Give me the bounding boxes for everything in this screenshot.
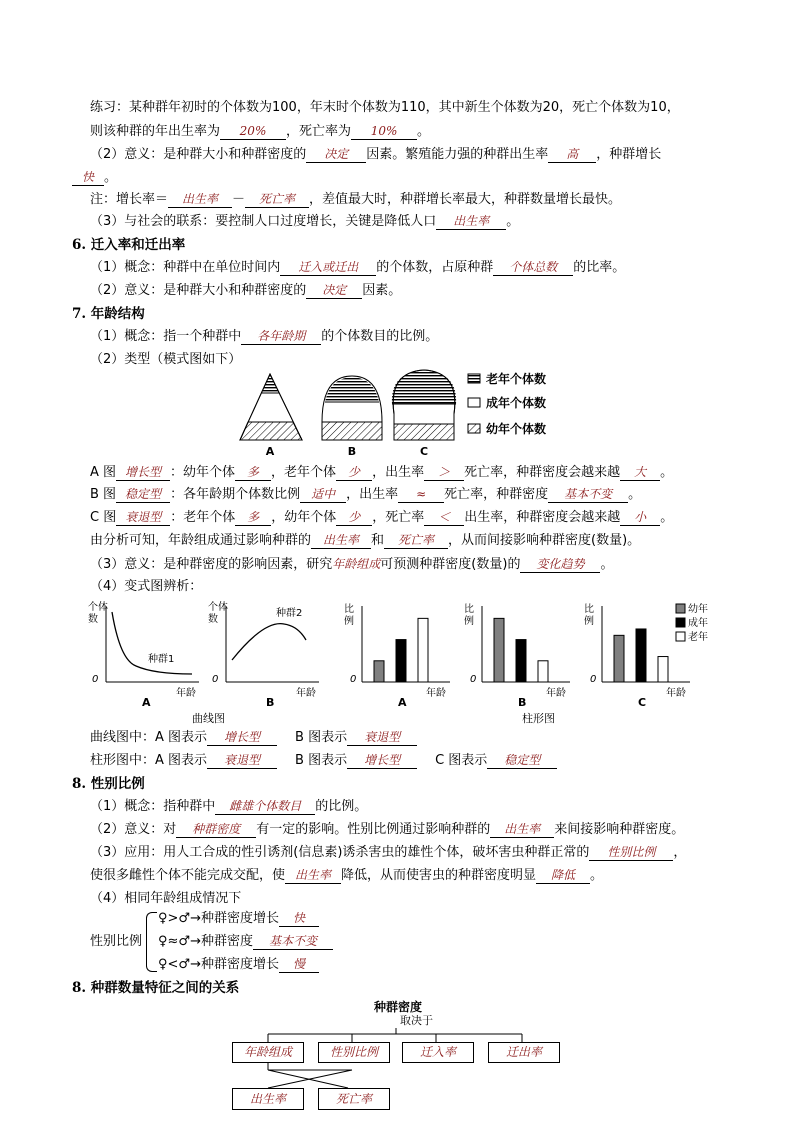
pyramid-a bbox=[240, 374, 302, 440]
meaning-line-2: 快 。 bbox=[72, 168, 117, 188]
bar-a-label: A bbox=[398, 696, 407, 709]
bar-c-old bbox=[658, 657, 668, 682]
box-sex-ratio: 性别比例 bbox=[318, 1042, 390, 1063]
bar-legend-adult-swatch bbox=[676, 618, 685, 627]
bar-a-adult bbox=[396, 640, 406, 682]
sec7-concept: （1）概念：指一个种群中 各年龄期 的个体数目的比例。 bbox=[90, 329, 439, 344]
bar-a-old bbox=[418, 618, 428, 682]
ratio-row-2: ♀≈♂→种群密度 基本不变 bbox=[158, 932, 333, 952]
answer-birth-rate: 20% bbox=[220, 123, 286, 140]
section-7-title: 7. 年龄结构 bbox=[72, 306, 145, 322]
bar-a-origin: 0 bbox=[350, 674, 357, 685]
bar-legend-young-swatch bbox=[676, 604, 685, 613]
sec8-concept: （1）概念：指种群中 雌雄个体数目 的比例。 bbox=[90, 799, 368, 814]
bar-caption: 柱形图 bbox=[522, 712, 555, 725]
curve-a-ylabel-1: 个体 bbox=[88, 602, 108, 613]
type-b-line: B 图 稳定型 ：各年龄期个体数比例 适中 ，出生率 ≈ 死亡率，种群密度 基本不变 。 bbox=[90, 487, 642, 502]
bar-a-young bbox=[374, 661, 384, 682]
pyramid-c bbox=[392, 370, 456, 440]
type-c-line: C 图 衰退型 ：老年个体 多 ，幼年个体 少 ，死亡率 ＜ 出生率，种群密度会越来越 小 。 bbox=[90, 510, 674, 525]
bar-c-xlabel: 年龄 bbox=[666, 688, 686, 699]
pyramid-label-a: A bbox=[265, 445, 275, 458]
curve-b-origin: 0 bbox=[212, 674, 219, 685]
sec6-concept: （1）概念：种群中在单位时间内 迁入或迁出 的个体数，占原种群 个体总数 的比率。 bbox=[90, 260, 626, 275]
curve-b-xlabel: 年龄 bbox=[296, 688, 316, 699]
sec8-application-2: 使很多雌性个体不能完成交配，使 出生率 降低，从而使害虫的种群密度明显 降低 。 bbox=[90, 868, 604, 883]
legend-adult-swatch bbox=[468, 398, 480, 407]
box-age-structure: 年龄组成 bbox=[232, 1042, 304, 1063]
bar-b-adult bbox=[516, 640, 526, 682]
bar-legend-old: 老年 bbox=[688, 632, 708, 643]
legend-adult: 成年个体数 bbox=[486, 396, 547, 410]
growth-rate-line: 注：增长率＝ 出生率 － 死亡率 ，差值最大时，种群增长率最大，种群数量增长最快。 bbox=[90, 192, 622, 207]
bar-a-ylabel-1: 比 bbox=[344, 604, 354, 615]
sec6-meaning: （2）意义：是种群大小和种群密度的 决定 因素。 bbox=[90, 283, 402, 298]
bar-answers: 柱形图中：A 图表示 衰退型 B 图表示 增长型 C 图表示 稳定型 bbox=[90, 751, 557, 771]
sec8-same-age: （4）相同年龄组成情况下 bbox=[90, 891, 242, 906]
legend-young: 幼年个体数 bbox=[486, 422, 547, 436]
bar-b-origin: 0 bbox=[470, 674, 477, 685]
curve-answers: 曲线图中：A 图表示 增长型 B 图表示 衰退型 bbox=[90, 728, 417, 748]
bar-b-ylabel-1: 比 bbox=[464, 604, 474, 615]
bar-c-ylabel-1: 比 bbox=[584, 604, 594, 615]
bar-b-old bbox=[538, 661, 548, 682]
section-6-title: 6. 迁入率和迁出率 bbox=[72, 237, 186, 253]
sec8-application: （3）应用：用人工合成的性引诱剂(信息素)诱杀害虫的雄性个体，破坏害虫种群正常的 性别比例 ， bbox=[90, 845, 687, 860]
legend-young-swatch bbox=[468, 424, 480, 433]
brace bbox=[146, 912, 157, 972]
sec7-meaning: （3）意义：是种群密度的影响因素，研究年龄组成可预测种群密度(数量)的 变化趋势 。 bbox=[90, 557, 614, 572]
bar-legend-old-swatch bbox=[676, 632, 685, 641]
curve-series-1-label: 种群1 bbox=[148, 654, 175, 665]
curve-b-ylabel-2: 数 bbox=[208, 614, 218, 625]
bar-c-ylabel-2: 例 bbox=[584, 616, 594, 627]
bar-b-xlabel: 年龄 bbox=[546, 688, 566, 699]
box-immigration: 迁入率 bbox=[402, 1042, 474, 1063]
meaning-line: （2）意义：是种群大小和种群密度的 决定 因素。繁殖能力强的种群出生率 高 ，种群增长 bbox=[90, 147, 662, 162]
curve-b-ylabel-1: 个体 bbox=[208, 602, 228, 613]
ratio-row-3: ♀<♂→种群密度增长 慢 bbox=[158, 955, 319, 975]
curve-series-2-label: 种群2 bbox=[276, 608, 303, 619]
bar-a-xlabel: 年龄 bbox=[426, 688, 446, 699]
practice-line-2: 则该种群的年出生率为 20% ，死亡率为 10% 。 bbox=[90, 124, 431, 139]
curve-chart bbox=[84, 600, 324, 726]
sec7-types: （2）类型（模式图如下） bbox=[90, 352, 242, 367]
curve-a-origin: 0 bbox=[92, 674, 99, 685]
bar-b-ylabel-2: 例 bbox=[464, 616, 474, 627]
bar-b-label: B bbox=[518, 696, 527, 709]
curve-a-label: A bbox=[142, 696, 151, 709]
bar-c-origin: 0 bbox=[590, 674, 597, 685]
bar-b-young bbox=[494, 618, 504, 682]
bar-legend-young: 幼年 bbox=[688, 604, 708, 615]
curve-b-label: B bbox=[266, 696, 275, 709]
ratio-row-1: ♀>♂→种群密度增长 快 bbox=[158, 909, 319, 929]
answer-death-rate: 10% bbox=[351, 123, 417, 140]
pyramid-label-b: B bbox=[347, 445, 357, 458]
type-a-line: A 图 增长型 ：幼年个体 多 ，老年个体 少 ，出生率 ＞ 死亡率，种群密度会越来越 大 。 bbox=[90, 465, 674, 480]
bar-c-label: C bbox=[638, 696, 647, 709]
relation-diagram bbox=[230, 998, 562, 1116]
section-9-title: 8. 种群数量特征之间的关系 bbox=[72, 980, 240, 996]
analysis-line: 由分析可知，年龄组成通过影响种群的 出生率 和 死亡率 ，从而间接影响种群密度(数量)。 bbox=[90, 533, 641, 548]
curve-a-ylabel-2: 数 bbox=[88, 614, 98, 625]
legend-old-swatch bbox=[468, 374, 480, 383]
pyramid-label-c: C bbox=[419, 445, 429, 458]
legend-old: 老年个体数 bbox=[486, 372, 547, 386]
bar-chart bbox=[340, 600, 714, 726]
density-top: 种群密度 bbox=[373, 1000, 422, 1014]
curve-series-2 bbox=[232, 624, 306, 660]
bar-c-adult bbox=[636, 629, 646, 682]
bar-c-young bbox=[614, 635, 624, 682]
box-death-rate: 死亡率 bbox=[318, 1088, 390, 1110]
sex-ratio-label: 性别比例 bbox=[90, 934, 143, 949]
age-pyramid-diagram bbox=[230, 366, 570, 458]
box-birth-rate: 出生率 bbox=[232, 1088, 304, 1110]
section-8-title: 8. 性别比例 bbox=[72, 776, 145, 792]
curve-a-xlabel: 年龄 bbox=[176, 688, 196, 699]
sec8-meaning: （2）意义：对 种群密度 有一定的影响。性别比例通过影响种群的 出生率 来间接影响种群密度。 bbox=[90, 822, 685, 837]
bar-a-ylabel-2: 例 bbox=[344, 616, 354, 627]
curve-caption: 曲线图 bbox=[192, 712, 225, 725]
society-line: （3）与社会的联系：要控制人口过度增长，关键是降低人口 出生率 。 bbox=[90, 214, 520, 229]
depends-on-label: 取决于 bbox=[400, 1014, 433, 1027]
sec7-variants: （4）变式图辨析： bbox=[90, 579, 203, 594]
practice-line-1: 练习：某种群年初时的个体数为100，年末时个体数为110，其中新生个体数为20，死亡个体数为10， bbox=[90, 100, 680, 115]
pyramid-b bbox=[322, 376, 382, 440]
bar-legend-adult: 成年 bbox=[688, 618, 708, 629]
box-emigration: 迁出率 bbox=[488, 1042, 560, 1063]
